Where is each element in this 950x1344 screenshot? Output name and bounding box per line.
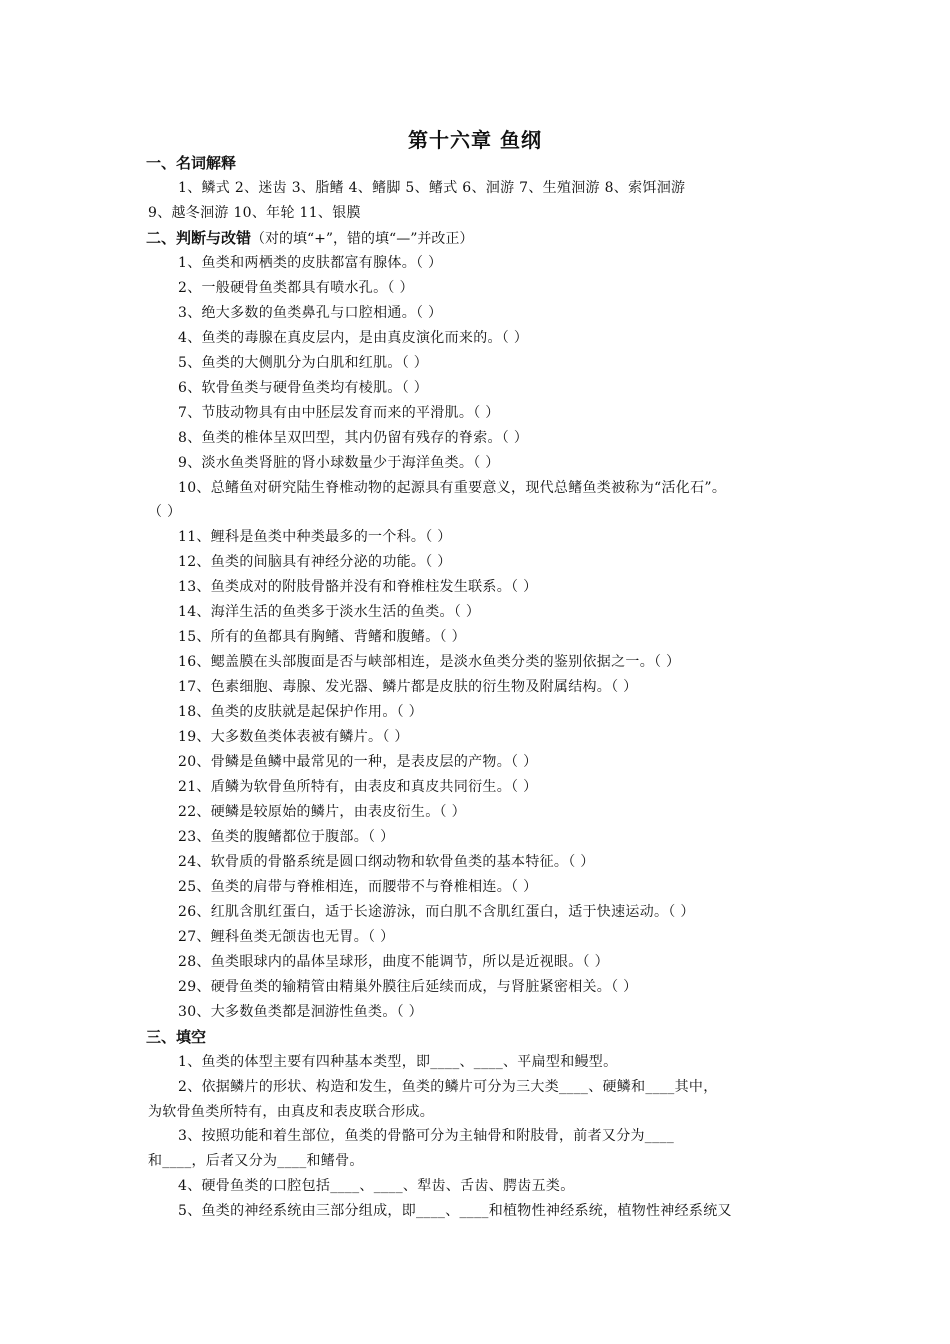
question-item: 6、软骨鱼类与硬骨鱼类均有棱肌。（ ） bbox=[178, 380, 429, 396]
question-item: 10、总鳍鱼对研究陆生脊椎动物的起源具有重要意义，现代总鳍鱼类被称为“活化石”。 bbox=[178, 480, 727, 496]
section-heading-label: 二、判断与改错 bbox=[146, 229, 252, 247]
question-item: 4、鱼类的毒腺在真皮层内，是由真皮演化而来的。（ ） bbox=[178, 330, 529, 346]
definition-line: 1、鳞式 2、迷齿 3、脂鳍 4、鳍脚 5、鳍式 6、洄游 7、生殖洄游 8、索饵洄游 bbox=[178, 180, 686, 196]
question-item: 15、所有的鱼都具有胸鳍、背鳍和腹鳍。（ ） bbox=[178, 629, 466, 645]
section-heading-definitions: 一、名词解释 bbox=[146, 154, 237, 172]
question-item: 2、一般硬骨鱼类都具有喷水孔。（ ） bbox=[178, 280, 414, 296]
question-item: 14、海洋生活的鱼类多于淡水生活的鱼类。（ ） bbox=[178, 604, 481, 620]
section-heading-note: （对的填“+”，错的填“—”并改正） bbox=[251, 231, 474, 247]
fill-blank-line: 4、硬骨鱼类的口腔包括____、____、犁齿、舌齿、腭齿五类。 bbox=[178, 1178, 575, 1194]
question-item: 26、红肌含肌红蛋白，适于长途游泳，而白肌不含肌红蛋白，适于快速运动。（ ） bbox=[178, 904, 695, 920]
fill-blank-line: 为软骨鱼类所特有，由真皮和表皮联合形成。 bbox=[148, 1104, 434, 1120]
fill-blank-line: 2、依据鳞片的形状、构造和发生，鱼类的鳞片可分为三大类____、硬鳞和____其中， bbox=[178, 1079, 718, 1095]
question-item: 19、大多数鱼类体表被有鳞片。（ ） bbox=[178, 729, 409, 745]
question-item: 23、鱼类的腹鳍都位于腹部。（ ） bbox=[178, 829, 395, 845]
question-item: 22、硬鳞是较原始的鳞片，由表皮衍生。（ ） bbox=[178, 804, 466, 820]
question-item: 30、大多数鱼类都是洄游性鱼类。（ ） bbox=[178, 1004, 423, 1020]
question-item: 24、软骨质的骨骼系统是圆口纲动物和软骨鱼类的基本特征。（ ） bbox=[178, 854, 595, 870]
fill-blank-line: 和____，后者又分为____和鳍骨。 bbox=[148, 1153, 364, 1169]
question-item: 5、鱼类的大侧肌分为白肌和红肌。（ ） bbox=[178, 355, 429, 371]
chapter-title: 第十六章 鱼纲 bbox=[408, 128, 542, 152]
question-item: 3、绝大多数的鱼类鼻孔与口腔相通。（ ） bbox=[178, 305, 443, 321]
question-item: 20、骨鳞是鱼鳞中最常见的一种，是表皮层的产物。（ ） bbox=[178, 754, 538, 770]
question-item: 1、鱼类和两栖类的皮肤都富有腺体。（ ） bbox=[178, 255, 443, 271]
question-item: 11、鲤科是鱼类中种类最多的一个科。（ ） bbox=[178, 529, 452, 545]
question-item: 17、色素细胞、毒腺、发光器、鳞片都是皮肤的衍生物及附属结构。（ ） bbox=[178, 679, 638, 695]
fill-blank-line: 1、鱼类的体型主要有四种基本类型，即____、____、平扁型和鳗型。 bbox=[178, 1054, 618, 1070]
section-heading-fill-blanks: 三、填空 bbox=[146, 1028, 207, 1046]
question-item: 21、盾鳞为软骨鱼所特有，由表皮和真皮共同衍生。（ ） bbox=[178, 779, 538, 795]
question-item: 9、淡水鱼类肾脏的肾小球数量少于海洋鱼类。（ ） bbox=[178, 455, 500, 471]
question-item: 27、鲤科鱼类无颌齿也无胃。（ ） bbox=[178, 929, 395, 945]
fill-blank-line: 3、按照功能和着生部位，鱼类的骨骼可分为主轴骨和附肢骨，前者又分为____ bbox=[178, 1128, 675, 1144]
question-item: 25、鱼类的肩带与脊椎相连，而腰带不与脊椎相连。（ ） bbox=[178, 879, 538, 895]
question-item: 18、鱼类的皮肤就是起保护作用。（ ） bbox=[178, 704, 423, 720]
definition-line: 9、越冬洄游 10、年轮 11、银膜 bbox=[148, 205, 361, 221]
question-item: 13、鱼类成对的附肢骨骼并没有和脊椎柱发生联系。（ ） bbox=[178, 579, 538, 595]
question-item: 16、鳃盖膜在头部腹面是否与峡部相连，是淡水鱼类分类的鉴别依据之一。（ ） bbox=[178, 654, 681, 670]
fill-blank-line: 5、鱼类的神经系统由三部分组成，即____、____和植物性神经系统，植物性神经系统又 bbox=[178, 1203, 732, 1219]
question-item: 8、鱼类的椎体呈双凹型，其内仍留有残存的脊索。（ ） bbox=[178, 430, 529, 446]
question-item-continuation: （ ） bbox=[148, 504, 182, 520]
question-item: 12、鱼类的间脑具有神经分泌的功能。（ ） bbox=[178, 554, 452, 570]
section-heading-true-false bbox=[146, 227, 473, 248]
question-item: 29、硬骨鱼类的输精管由精巢外膜往后延续而成，与肾脏紧密相关。（ ） bbox=[178, 979, 638, 995]
question-item: 7、节肢动物具有由中胚层发育而来的平滑肌。（ ） bbox=[178, 405, 500, 421]
question-item: 28、鱼类眼球内的晶体呈球形，曲度不能调节，所以是近视眼。（ ） bbox=[178, 954, 609, 970]
